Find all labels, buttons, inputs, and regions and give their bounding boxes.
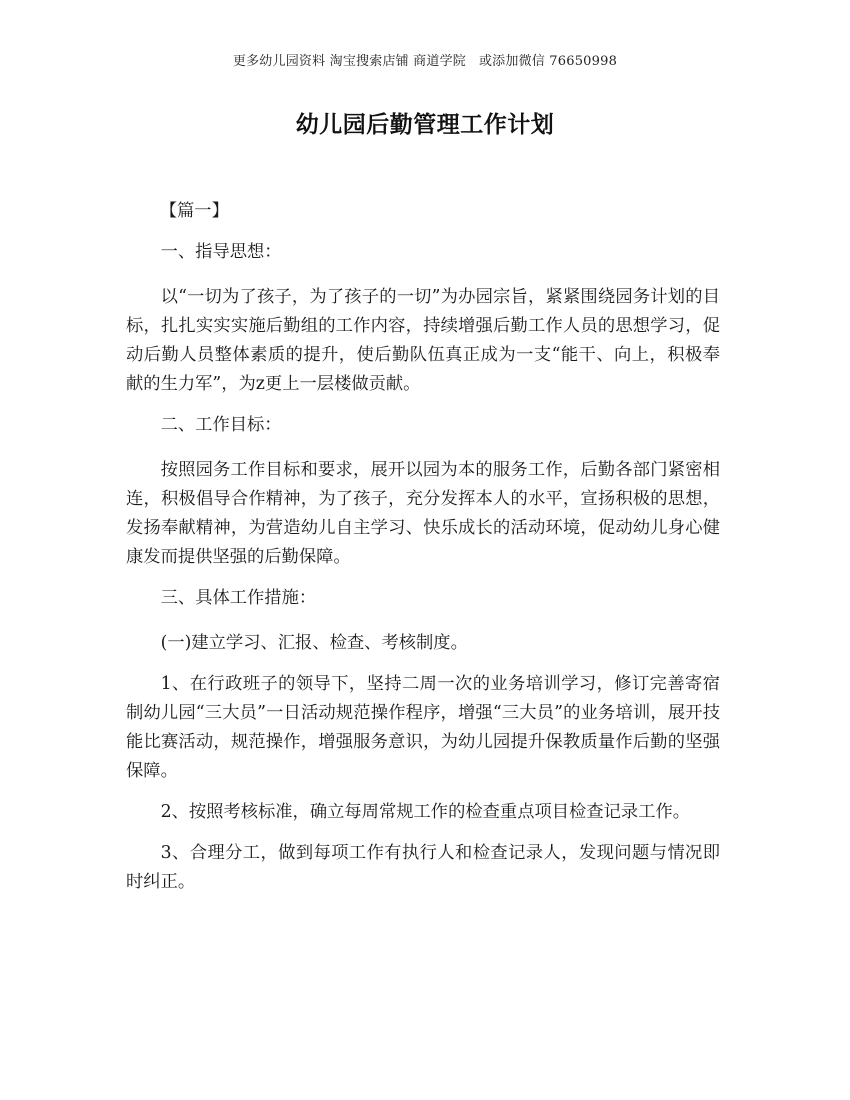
section-label: 【篇一】 — [159, 201, 229, 221]
heading-work-goals: 二、工作目标： — [160, 415, 282, 435]
paragraph-measure-1: 1、在行政班子的领导下，坚持二周一次的业务培训学习，修订完善寄宿制幼儿园“三大员”一日活动规范操作程序，增强“三大员”的业务培训，展开技能比赛活动，规范操作，增强服务意识，为幼儿园提升保教质量作后勤的坚强保障。 — [126, 674, 720, 781]
paragraph-measure-3: 3、合理分工，做到每项工作有执行人和检查记录人，发现问题与情况即时纠正。 — [126, 843, 720, 892]
document-body — [126, 197, 720, 909]
heading-guiding-ideology: 一、指导思想： — [160, 242, 282, 262]
paragraph-measure-2: 2、按照考核标准，确立每周常规工作的检查重点项目检查记录工作。 — [160, 802, 691, 822]
page-header-note: 更多幼儿园资料 淘宝搜索店铺 商道学院 或添加微信 76650998 — [232, 54, 618, 69]
document-title: 幼儿园后勤管理工作计划 — [295, 112, 555, 138]
subheading-systems: (一)建立学习、汇报、检查、考核制度。 — [160, 633, 468, 653]
paragraph-guiding-ideology: 以“一切为了孩子，为了孩子的一切”为办园宗旨，紧紧围绕园务计划的目标，扎扎实实实施后勤组的工作内容，持续增强后勤工作人员的思想学习，促动后勤人员整体素质的提升，使后勤队伍真正成为一支“能干、向上，积极奉献的生力军”，为z更上一层楼做贡献。 — [126, 287, 720, 394]
heading-specific-measures: 三、具体工作措施： — [160, 588, 317, 608]
paragraph-work-goals: 按照园务工作目标和要求，展开以园为本的服务工作，后勤各部门紧密相连，积极倡导合作精神，为了孩子，充分发挥本人的水平，宣扬积极的思想，发扬奉献精神，为营造幼儿自主学习、快乐成长的活动环境，促动幼儿身心健康发而提供坚强的后勤保障。 — [126, 460, 720, 567]
